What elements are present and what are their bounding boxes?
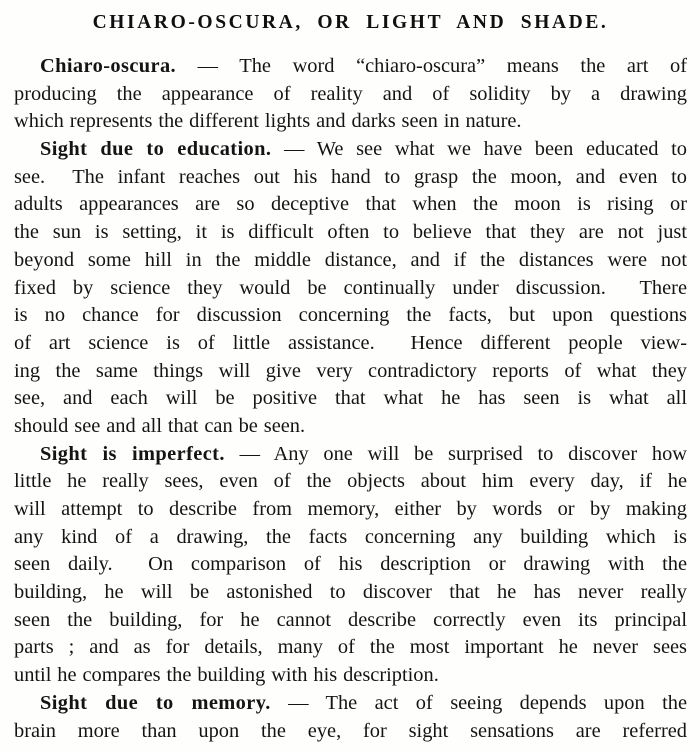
text-line: producing the appearance of reality and of solidity by a drawing — [14, 82, 687, 105]
text-line: Sight due to memory. — The act of seeing depends upon the — [40, 691, 687, 714]
text-line: seen the building, for he cannot describe correctly even its principal — [14, 608, 687, 631]
text-line: the sun is setting, it is difficult often to believe that they are not just — [14, 221, 687, 244]
paragraph-lead: Chiaro-oscura. — [40, 55, 177, 77]
paragraph — [14, 441, 687, 690]
page-body — [14, 53, 687, 745]
text-line: beyond some hill in the middle distance, and if the distances were not — [14, 248, 687, 271]
paragraph — [14, 136, 687, 441]
text-line: ing the same things will give very contradictory reports of what they — [14, 359, 687, 382]
text-line: brain more than upon the eye, for sight sensations are referred — [14, 719, 687, 742]
text-line: should see and all that can be seen. — [14, 414, 306, 437]
text-line: see. The infant reaches out his hand to grasp the moon, and even to — [14, 165, 687, 188]
text-line: which represents the different lights and darks seen in nature. — [14, 110, 522, 133]
paragraph-lead: Sight due to memory. — [40, 691, 271, 714]
paragraph-lead: Sight is imperfect. — [40, 442, 225, 465]
text-line: building, he will be astonished to discover that he has never really — [14, 581, 687, 604]
text-line: until he compares the building with his description. — [14, 664, 439, 687]
text-line: see, and each will be positive that what he has seen is what all — [14, 387, 687, 410]
text-line: of art science is of little assistance. Hence different people view- — [14, 331, 687, 354]
text-line: any kind of a drawing, the facts concerning any building which is — [14, 525, 687, 548]
text-line: Sight is imperfect. — Any one will be surprised to discover how — [40, 442, 687, 465]
paragraph — [14, 690, 687, 745]
paragraph — [14, 53, 687, 136]
text-line: little he really sees, even of the objects about him every day, if he — [14, 470, 687, 493]
text-line: adults appearances are so deceptive that when the moon is rising or — [14, 193, 687, 216]
text-line: Sight due to education. — We see what we have been educated to — [40, 138, 687, 161]
text-line: fixed by science they would be continually under discussion. There — [14, 276, 687, 299]
page-title: CHIARO-OSCURA, OR LIGHT AND SHADE. — [92, 12, 609, 33]
text-line: seen daily. On comparison of his description or drawing with the — [14, 553, 687, 576]
paragraph-lead: Sight due to education. — [40, 138, 272, 161]
text-line: Chiaro-oscura. — The word “chiaro-oscura” means the art of — [40, 55, 687, 77]
text-line: will attempt to describe from memory, either by words or by making — [14, 498, 687, 520]
text-line: parts ; and as for details, many of the most important he never sees — [14, 636, 687, 659]
text-line: is no chance for discussion concerning the facts, but upon questions — [14, 304, 687, 327]
